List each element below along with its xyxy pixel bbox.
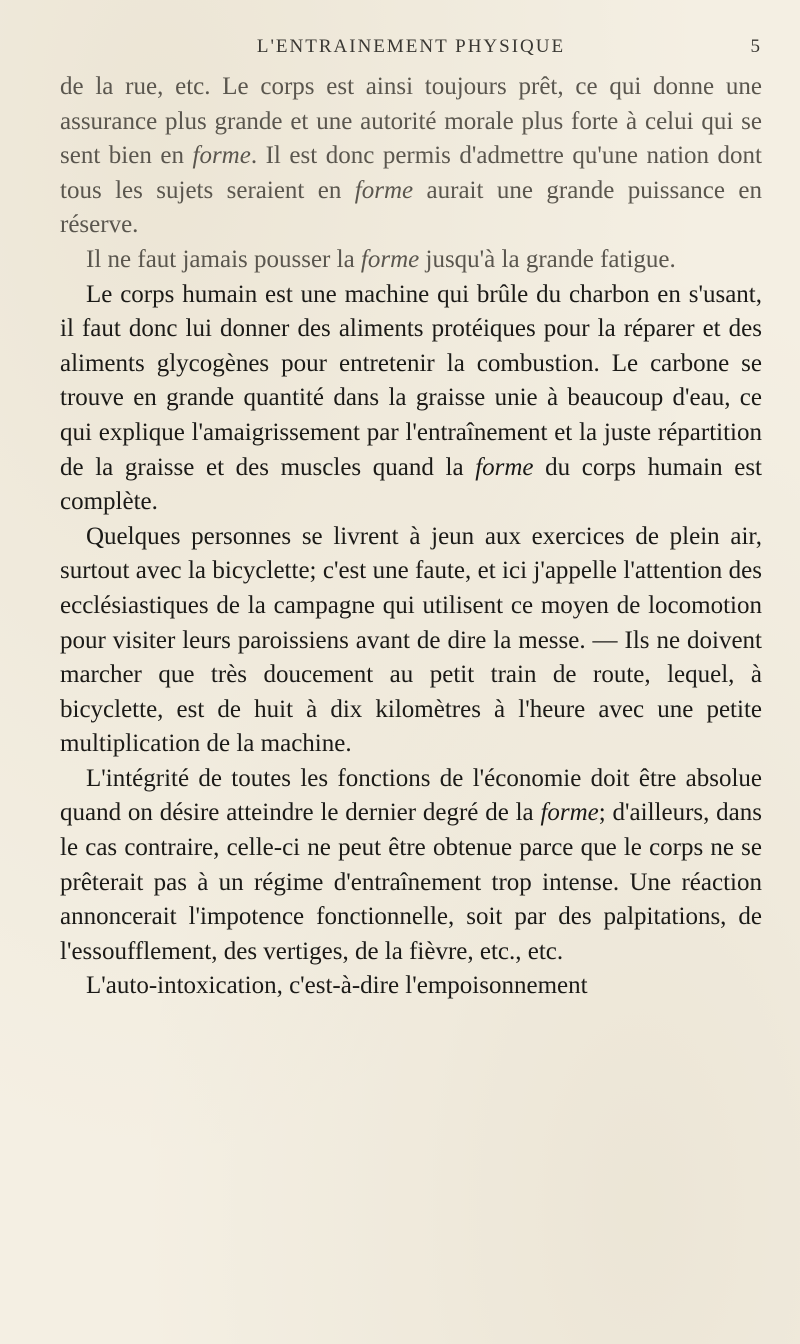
text-run: Il ne faut jamais pousser la (86, 245, 361, 273)
italic-term: forme (354, 176, 414, 204)
text-run: jusqu'à la grande fatigue. (419, 245, 676, 273)
running-title: L'ENTRAINEMENT PHYSIQUE (256, 36, 566, 57)
text-run: . Il est donc permis d'admettre qu'une nation dont tous les sujets seraient en (60, 142, 762, 204)
text-run: Le corps humain est une machine qui brûle du charbon en s'usant, il faut donc lui donner des aliments protéiques pour la réparer et des aliments glycogènes pour entretenir la combustion. Le carbone se trouve en grande quantité dans la graisse unie à beaucoup d'eau, ce qui explique l'amaigrissement par l'entraînement et la juste répartition de la graisse et des muscles quand la (60, 280, 762, 481)
running-head (60, 36, 762, 70)
italic-term: forme (360, 245, 420, 273)
italic-term: forme (475, 453, 534, 481)
italic-term: forme (192, 142, 251, 170)
paragraph-5 (60, 762, 762, 970)
body-text (60, 70, 762, 1004)
paragraph-1-continuation (60, 70, 762, 243)
text-run: aurait une grande puissance en réserve. (60, 176, 762, 239)
italic-term: forme (540, 799, 599, 827)
paragraph-6 (60, 969, 762, 1004)
paragraph-3 (60, 278, 762, 520)
paragraph-2 (60, 243, 762, 278)
paragraph-4 (60, 520, 762, 762)
text-run: L'auto-intoxication, c'est-à-dire l'empoisonnement (86, 972, 588, 1000)
text-run: L'intégrité de toutes les fonctions de l'économie doit être absolue quand on désire atteindre le dernier degré de la (60, 764, 762, 827)
text-run: ; d'ailleurs, dans le cas contraire, celle-ci ne peut être obtenue parce que le corps ne se prêterait pas à un régime d'entraînement trop intense. Une réaction annoncerait l'impotence fonctionnelle, soit par des palpitations, de l'essoufflement, des vertiges, de la fièvre, etc., etc. (60, 799, 762, 965)
text-run: du corps humain est complète. (60, 453, 762, 516)
page-number: 5 (750, 36, 762, 57)
text-run: Quelques personnes se livrent à jeun aux exercices de plein air, surtout avec la bicyclette; c'est une faute, et ici j'appelle l'attention des ecclésiastiques de la campagne qui utilisent ce moyen de locomotion pour visiter leurs paroissiens avant de dire la messe. — Ils ne doivent marcher que très doucement au petit train de route, lequel, à bicyclette, est de huit à dix kilomètres à l'heure avec une petite multiplication de la machine. (60, 522, 762, 758)
text-run: de la rue, etc. Le corps est ainsi toujours prêt, ce qui donne une assurance plus grande et une autorité morale plus forte à celui qui se sent bien en (60, 73, 762, 170)
